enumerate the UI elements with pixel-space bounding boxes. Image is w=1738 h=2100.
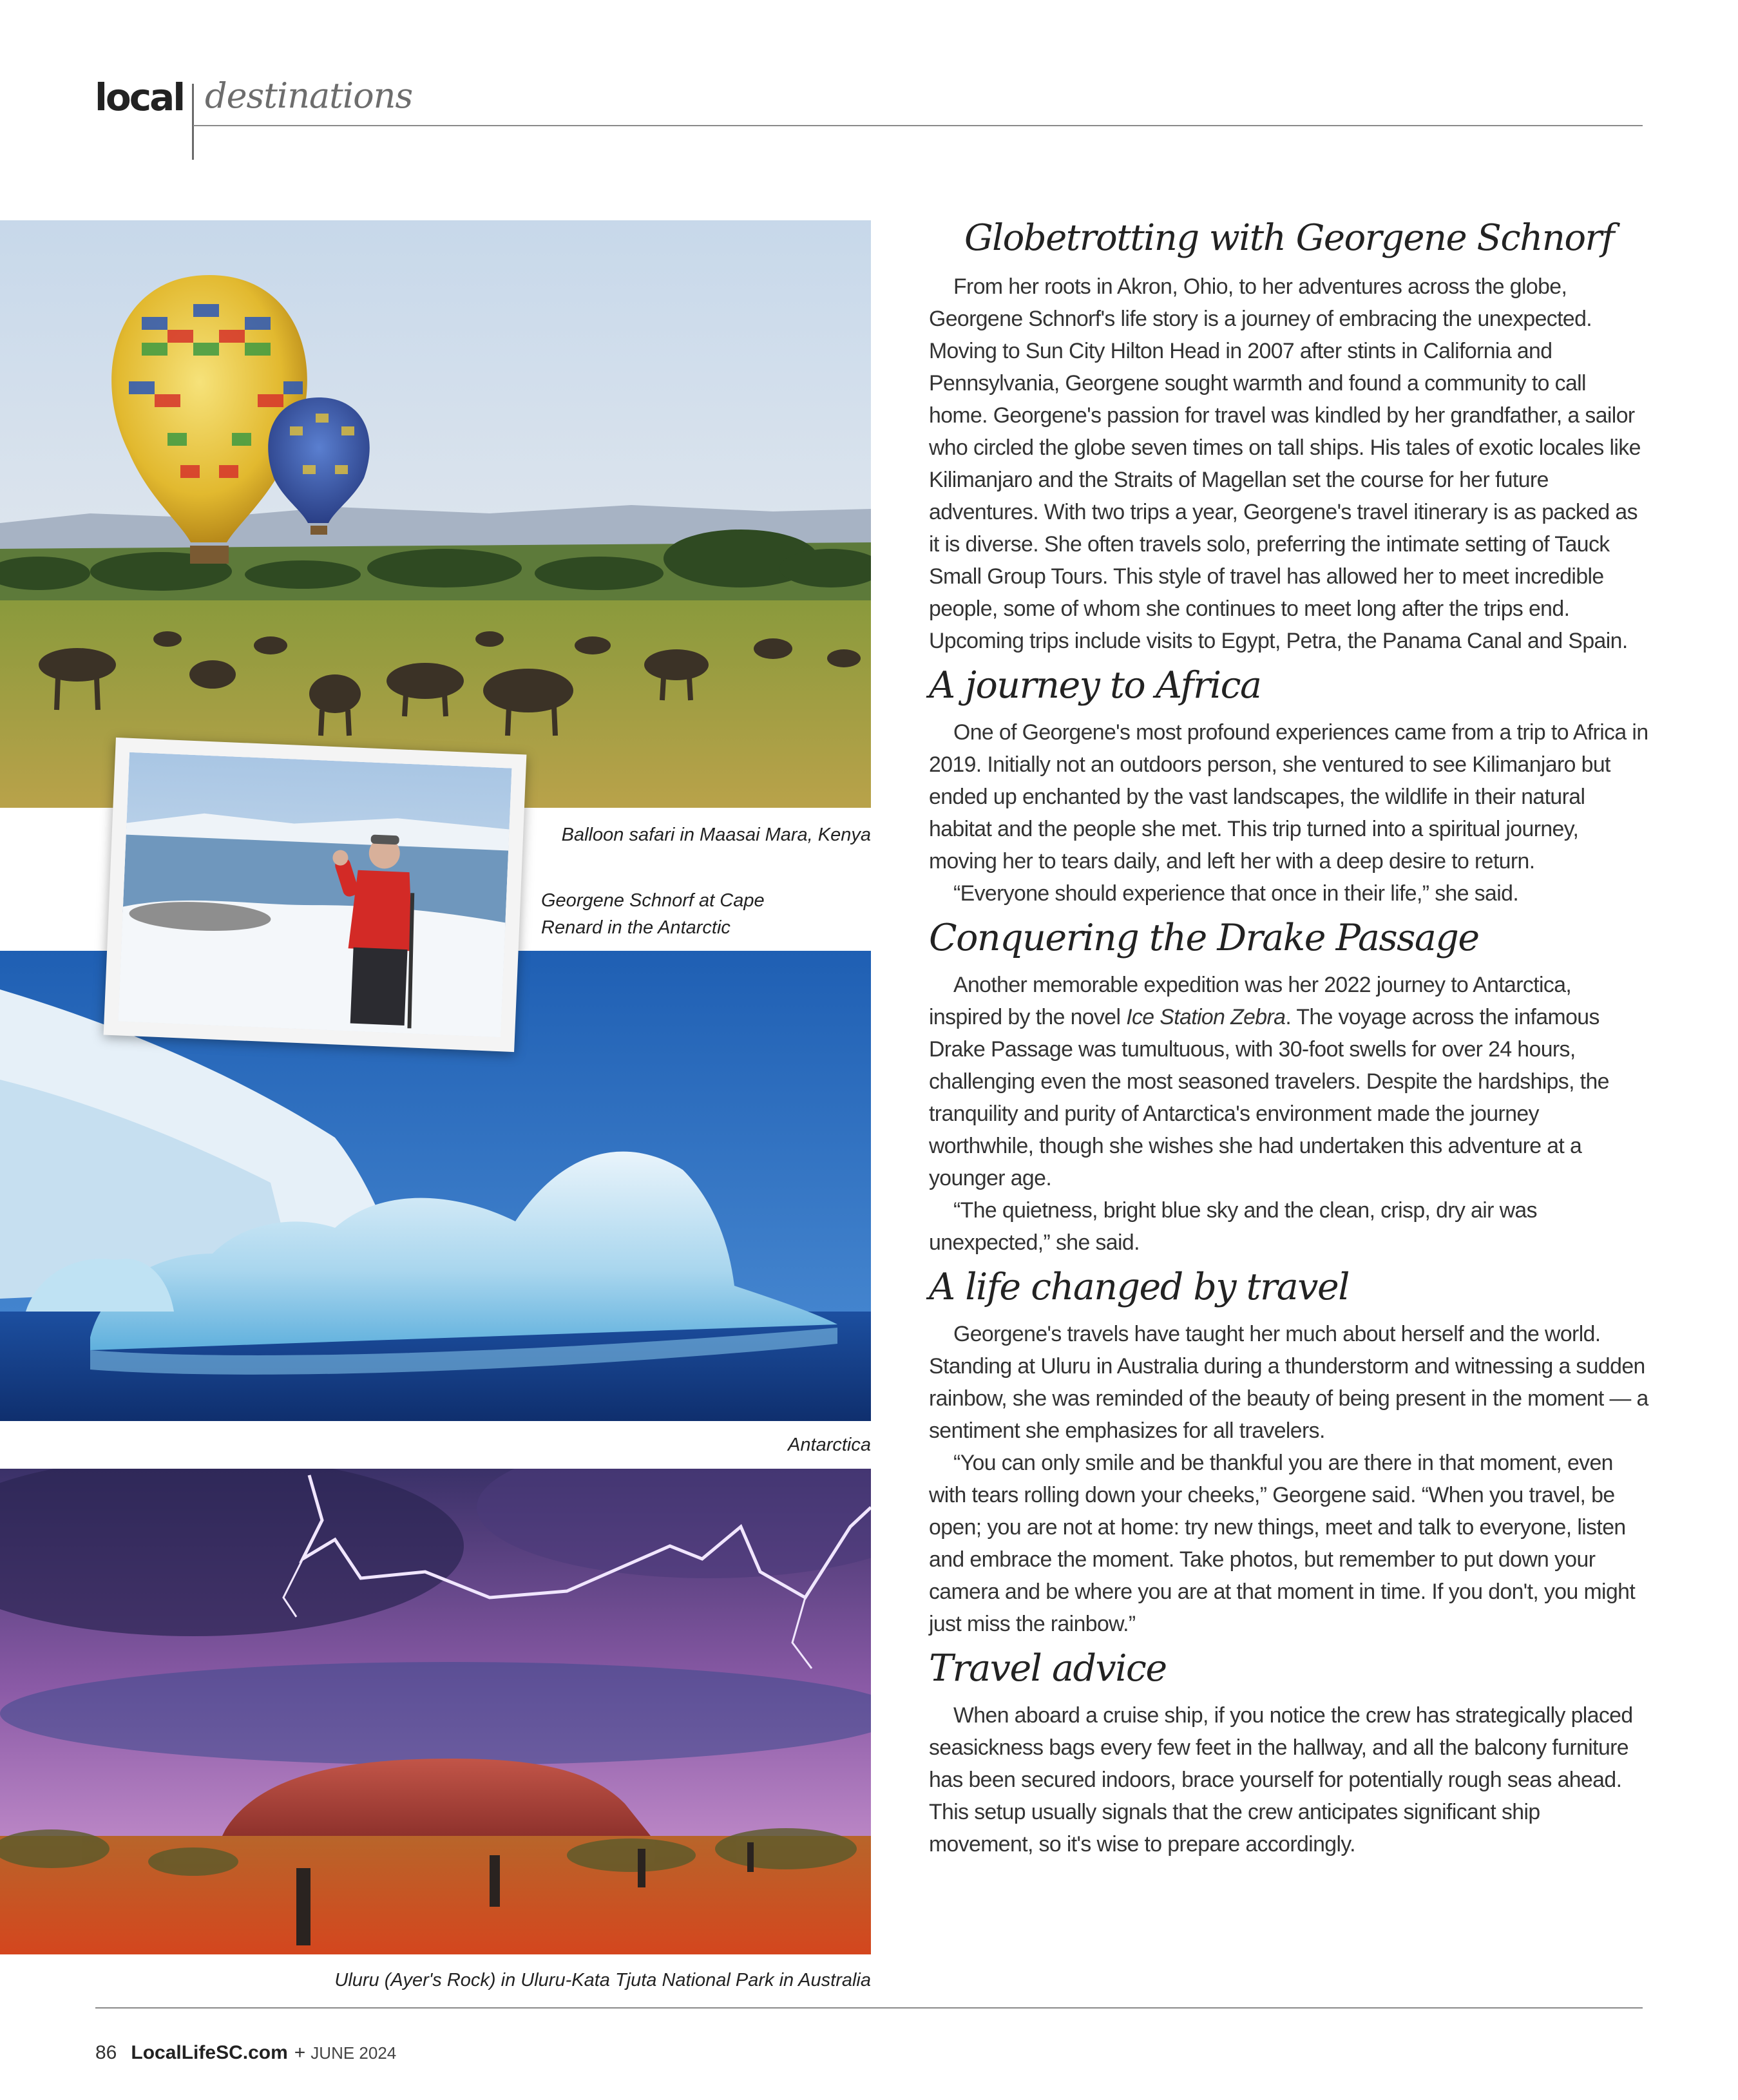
caption-uluru: Uluru (Ayer's Rock) in Uluru-Kata Tjuta National Park in Australia — [334, 1970, 871, 1990]
page-number: 86 — [95, 2042, 117, 2063]
magazine-logo: local — [95, 75, 184, 119]
article-intro: From her roots in Akron, Ohio, to her adventures across the globe, Georgene Schnorf's life story is a journey of embracing the unexpected. Moving to Sun City Hilton Head in 2007 after stints in California and Pennsylvania, Georgene sought warmth and found a community to call home. Georgene's passion for travel was kindled by her grandfather, a sailor who circled the globe seven times on tall ships. His tales of exotic locales like Kilimanjaro and the Straits of Magellan set the course for her future adventures. With two trips a year, Georgene's travel itinerary is as packed as it is diverse. She often travels solo, preferring the intimate setting of Tauck Small Group Tours. This style of travel has allowed her to meet incredible people, some of whom she continues to meet long after the trips end. Upcoming trips include visits to Egypt, Petra, the Panama Canal and Spain. — [929, 274, 1641, 653]
paragraph-drake-1-end: . The voyage across the infamous Drake Passage was tumultuous, with 30-foot swells for over 24 hours, challenging even the most seasoned travelers. Despite the hardships, the tranquility and purity of Antarctica's environment made the journey worthwhile, though she wishes she had undertaken this adventure at a younger age. — [929, 1005, 1609, 1190]
page-footer — [95, 2043, 396, 2063]
caption-kenya: Balloon safari in Maasai Mara, Kenya — [561, 825, 871, 845]
photo-georgene-polaroid — [104, 738, 527, 1052]
caption-antarctica: Antarctica — [788, 1435, 871, 1455]
caption-georgene — [541, 887, 850, 941]
article — [929, 214, 1649, 1860]
heading-journey-to-africa: A journey to Africa — [929, 664, 1261, 707]
paragraph-drake-1-start: Another memorable expedition was her 2022 journey to Antarctica, inspired by the novel — [929, 973, 1572, 1029]
heading-travel-advice: Travel advice — [929, 1647, 1167, 1690]
article-title: Globetrotting with Georgene Schnorf — [964, 217, 1614, 259]
paragraph-drake-1 — [929, 969, 1649, 1194]
section-name: destinations — [205, 75, 413, 116]
paragraph-life-quote: “You can only smile and be thankful you are there in that moment, even with tears rolling down your cheeks,” Georgene said. “When you travel, be open; you are not at home: try new things, meet and talk to everyone, listen and embrace the moment. Take photos, but remember to put down your camera and be where you are at that moment in time. If you don't, you might just miss the rainbow.” — [929, 1451, 1636, 1636]
paragraph-africa-1: One of Georgene's most profound experiences came from a trip to Africa in 2019. Initially not an outdoors person, she ventured to see Kilimanjaro but ended up enchanted by the vast landscapes, the wildlife in their natural habitat and the people she met. This trip turned into a spiritual journey, moving her to tears daily, and left her with a deep desire to return. — [929, 720, 1648, 873]
issue-date: JUNE 2024 — [310, 2043, 397, 2063]
book-title: Ice Station Zebra — [1126, 1005, 1286, 1029]
site-link[interactable]: LocalLifeSC.com — [131, 2042, 288, 2063]
header-rule — [193, 125, 1643, 126]
paragraph-drake-quote: “The quietness, bright blue sky and the clean, crisp, dry air was unexpected,” she said. — [929, 1198, 1537, 1255]
caption-georgene-line2: Renard in the Antarctic — [541, 917, 731, 938]
paragraph-life-1: Georgene's travels have taught her much about herself and the world. Standing at Uluru in Australia during a thunderstorm and witnessing a sudden rainbow, she was reminded of the beauty of being present in the moment — a sentiment she emphasizes for all travelers. — [929, 1322, 1648, 1443]
paragraph-advice-1: When aboard a cruise ship, if you notice the crew has strategically placed seasickness bags every few feet in the hallway, and all the balcony furniture has been secured indoors, brace yourself for potentially rough seas ahead. This setup usually signals that the crew anticipates significant ship movement, so it's wise to prepare accordingly. — [929, 1703, 1633, 1857]
photo-uluru-storm — [0, 1469, 871, 1954]
photo-balloon-safari-kenya — [0, 220, 871, 808]
caption-georgene-line1: Georgene Schnorf at Cape — [541, 890, 765, 911]
footer-separator: + — [294, 2042, 306, 2063]
header-divider — [192, 84, 194, 160]
paragraph-africa-quote: “Everyone should experience that once in their life,” she said. — [953, 881, 1519, 906]
footer-rule — [95, 2007, 1643, 2009]
heading-drake-passage: Conquering the Drake Passage — [929, 917, 1479, 959]
heading-life-changed: A life changed by travel — [929, 1266, 1349, 1308]
